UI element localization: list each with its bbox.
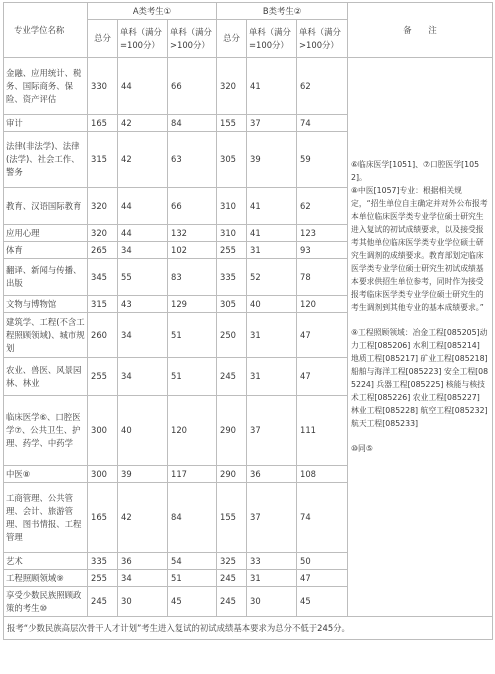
cell-a-single-100: 39 [118,466,168,483]
header-group-b: B类考生② [217,3,348,20]
row-name: 建筑学、工程(不含工程照顾领域)、城市规划 [4,313,88,358]
header-group-a: A类考生① [88,3,217,20]
cell-b-single-gt100: 108 [297,466,348,483]
header-major: 专业学位名称 [4,3,88,58]
cell-b-single-100: 41 [247,188,297,225]
row-name: 文物与博物馆 [4,296,88,313]
table-row [4,58,493,115]
row-name: 教育、汉语国际教育 [4,188,88,225]
cell-b-single-gt100: 47 [297,358,348,396]
header-a-single-100: 单科（满分=100分） [118,20,168,58]
cell-a-single-100: 44 [118,225,168,242]
cell-a-single-gt100: 83 [168,259,217,296]
cell-a-single-gt100: 120 [168,396,217,466]
cell-a-single-100: 42 [118,483,168,553]
cell-a-total: 320 [88,225,118,242]
cell-b-total: 245 [217,358,247,396]
cell-a-single-100: 44 [118,58,168,115]
cell-a-single-gt100: 102 [168,242,217,259]
row-name: 审计 [4,115,88,132]
cell-a-single-100: 34 [118,313,168,358]
cell-b-single-gt100: 47 [297,313,348,358]
cell-b-single-100: 31 [247,570,297,587]
cell-a-single-gt100: 45 [168,587,217,617]
cell-b-single-gt100: 62 [297,58,348,115]
note-engineering-fields: ⑨工程照顾领域：冶金工程[085205]动力工程[085206] 水利工程[085214] 地质工程[085217] 矿业工程[085218] 船舶与海洋工程[085223] 安全工程[085224] 兵器工程[085225] 核能与核技术工程[085226] 农业工程[085227] 林业工程[085228] 航空工程[085232] 航天工程[085233] [351,328,489,428]
cell-b-total: 305 [217,132,247,188]
footer-note: 报考“少数民族高层次骨干人才计划”考生进入复试的初试成绩基本要求为总分不低于245分。 [4,617,493,640]
cell-a-single-gt100: 129 [168,296,217,313]
row-name: 翻译、新闻与传播、出版 [4,259,88,296]
cell-b-single-100: 31 [247,313,297,358]
cell-b-total: 245 [217,570,247,587]
cell-b-total: 290 [217,466,247,483]
cell-a-total: 345 [88,259,118,296]
cell-b-single-100: 37 [247,396,297,466]
cell-a-total: 245 [88,587,118,617]
cell-b-single-100: 41 [247,58,297,115]
cell-a-single-gt100: 51 [168,358,217,396]
cell-a-total: 165 [88,483,118,553]
cell-a-single-100: 30 [118,587,168,617]
cell-a-total: 315 [88,132,118,188]
cell-a-total: 315 [88,296,118,313]
score-requirements-table [3,2,493,640]
header-a-total: 总分 [88,20,118,58]
row-name: 工程照顾领域⑨ [4,570,88,587]
row-name: 享受少数民族照顾政策的考生⑩ [4,587,88,617]
note-clinical: ⑥临床医学[1051]、⑦口腔医学[1052]。 [351,160,480,182]
cell-b-single-100: 31 [247,358,297,396]
cell-b-total: 255 [217,242,247,259]
cell-a-single-100: 40 [118,396,168,466]
row-name: 农业、兽医、风景园林、林业 [4,358,88,396]
score-requirements-table-frame [3,2,492,640]
cell-b-single-100: 37 [247,115,297,132]
cell-a-single-gt100: 84 [168,483,217,553]
cell-b-single-100: 33 [247,553,297,570]
cell-b-single-gt100: 74 [297,115,348,132]
header-b-total: 总分 [217,20,247,58]
row-name: 应用心理 [4,225,88,242]
cell-b-total: 250 [217,313,247,358]
cell-b-total: 310 [217,188,247,225]
cell-a-total: 330 [88,58,118,115]
cell-a-single-100: 42 [118,115,168,132]
row-name: 中医⑧ [4,466,88,483]
cell-b-single-100: 52 [247,259,297,296]
cell-b-single-gt100: 62 [297,188,348,225]
cell-a-single-gt100: 51 [168,570,217,587]
cell-b-total: 335 [217,259,247,296]
cell-b-single-gt100: 78 [297,259,348,296]
cell-b-total: 320 [217,58,247,115]
cell-a-single-gt100: 132 [168,225,217,242]
remarks-cell [348,58,493,617]
cell-a-single-gt100: 54 [168,553,217,570]
cell-b-single-gt100: 120 [297,296,348,313]
header-a-single-gt100: 单科（满分>100分） [168,20,217,58]
cell-b-total: 155 [217,483,247,553]
cell-b-single-gt100: 45 [297,587,348,617]
cell-b-single-gt100: 47 [297,570,348,587]
note-chinese-medicine: ⑧中医[1057]专业：根据相关规定，“招生单位自主确定并对外公布报考本单位临床医学类专业学位硕士研究生进入复试的初试成绩要求，以及接受报考其他单位临床医学类专业学位硕士研究生调剂的成绩要求。教育部划定临床医学类专业学位硕士研究生初试成绩基本要求供招生单位参考，同时作为接受报考临床医学类专业学位硕士研究生的考生调剂到其他专业的基本成绩要求。” [351,186,488,312]
footer-row [4,617,493,640]
cell-a-single-100: 42 [118,132,168,188]
cell-a-single-gt100: 66 [168,58,217,115]
cell-b-single-100: 41 [247,225,297,242]
cell-b-single-gt100: 59 [297,132,348,188]
cell-a-total: 300 [88,466,118,483]
cell-a-total: 335 [88,553,118,570]
cell-a-total: 265 [88,242,118,259]
cell-a-single-100: 34 [118,242,168,259]
row-name: 临床医学⑥、口腔医学⑦、公共卫生、护理、药学、中药学 [4,396,88,466]
row-name: 法律(非法学)、法律(法学)、社会工作、警务 [4,132,88,188]
cell-a-total: 165 [88,115,118,132]
cell-a-single-100: 34 [118,570,168,587]
cell-b-total: 305 [217,296,247,313]
cell-b-single-100: 39 [247,132,297,188]
cell-a-single-100: 43 [118,296,168,313]
cell-a-total: 260 [88,313,118,358]
row-name: 金融、应用统计、税务、国际商务、保险、资产评估 [4,58,88,115]
row-name: 工商管理、公共管理、会计、旅游管理、图书情报、工程管理 [4,483,88,553]
header-b-single-gt100: 单科（满分>100分） [297,20,348,58]
cell-b-single-100: 40 [247,296,297,313]
cell-a-single-gt100: 117 [168,466,217,483]
cell-b-single-100: 37 [247,483,297,553]
cell-a-single-gt100: 63 [168,132,217,188]
cell-a-total: 320 [88,188,118,225]
cell-b-total: 310 [217,225,247,242]
cell-b-single-100: 30 [247,587,297,617]
header-b-single-100: 单科（满分=100分） [247,20,297,58]
cell-b-single-100: 36 [247,466,297,483]
note-minority: ⑩同⑤ [351,444,373,453]
cell-a-single-gt100: 51 [168,313,217,358]
cell-b-single-gt100: 50 [297,553,348,570]
cell-b-total: 290 [217,396,247,466]
header-remarks: 备 注 [348,3,493,58]
cell-b-single-gt100: 93 [297,242,348,259]
cell-b-single-gt100: 123 [297,225,348,242]
cell-b-single-gt100: 74 [297,483,348,553]
cell-a-single-gt100: 66 [168,188,217,225]
cell-a-single-gt100: 84 [168,115,217,132]
cell-b-total: 245 [217,587,247,617]
cell-b-total: 325 [217,553,247,570]
row-name: 艺术 [4,553,88,570]
cell-a-single-100: 34 [118,358,168,396]
cell-b-total: 155 [217,115,247,132]
cell-a-single-100: 44 [118,188,168,225]
cell-b-single-100: 31 [247,242,297,259]
cell-a-single-100: 55 [118,259,168,296]
cell-a-total: 255 [88,358,118,396]
cell-a-single-100: 36 [118,553,168,570]
cell-a-total: 300 [88,396,118,466]
cell-b-single-gt100: 111 [297,396,348,466]
row-name: 体育 [4,242,88,259]
cell-a-total: 255 [88,570,118,587]
